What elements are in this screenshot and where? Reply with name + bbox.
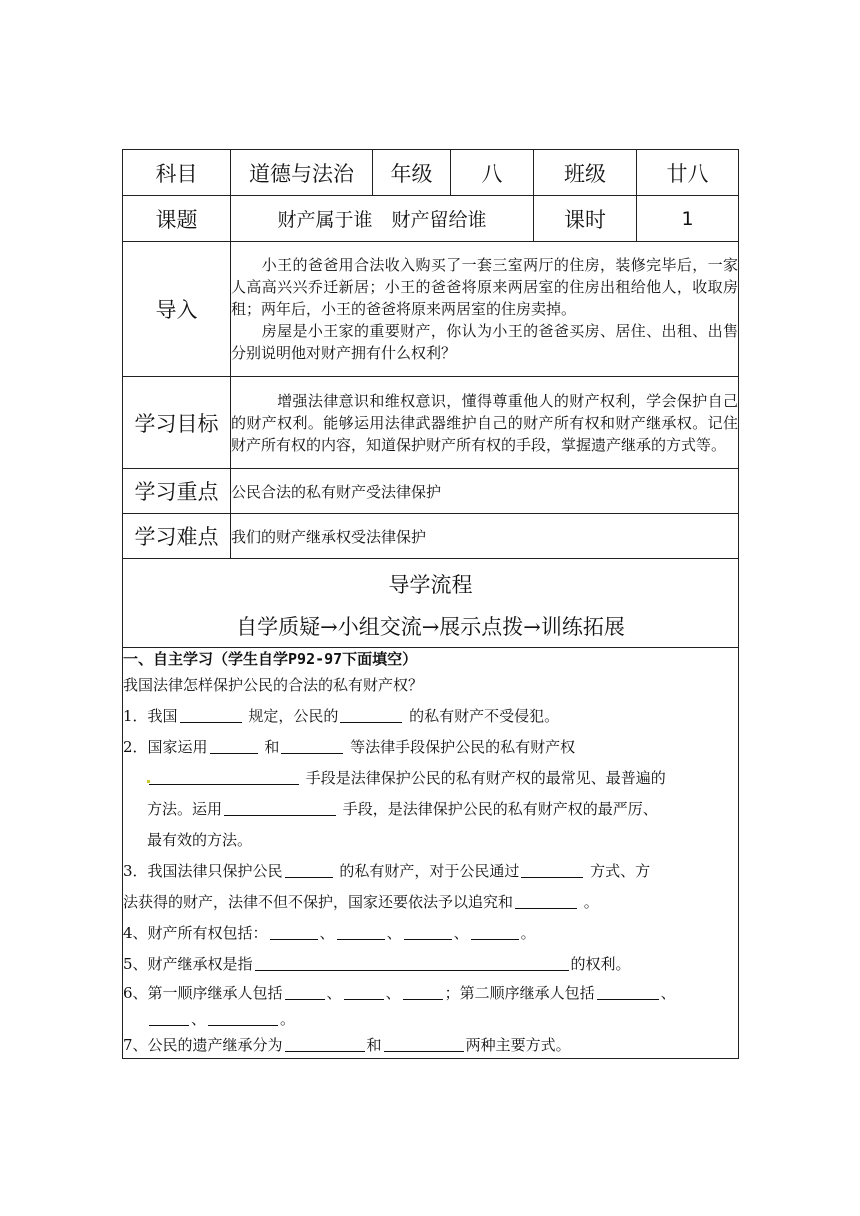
- blank[interactable]: [471, 923, 519, 940]
- study-question: 我国法律怎样保护公民的合法的私有财产权？: [123, 676, 424, 694]
- flow-title: 导学流程: [388, 573, 473, 597]
- row-header: [123, 150, 739, 196]
- blank[interactable]: [404, 923, 452, 940]
- blank[interactable]: [515, 892, 577, 909]
- flow-cell: [123, 559, 739, 648]
- grade-label: 年级: [373, 150, 451, 196]
- intro-content: [231, 242, 739, 377]
- question-6-line-2: 、 。: [123, 1006, 738, 1032]
- row-topic: [123, 196, 739, 242]
- question-2-line-2: 手段是法律保护公民的私有财产权的最常见、最普遍的: [123, 763, 738, 794]
- lesson-plan-sheet: [122, 149, 738, 1059]
- difficulty-label: 学习难点: [123, 514, 231, 559]
- focus-text: 公民合法的私有财产受法律保护: [231, 469, 739, 514]
- intro-paragraph-1: 小王的爸爸用合法收入购买了一套三室两厅的住房，装修完毕后，一家人高高兴兴乔迁新居；小王的爸爸将原来两居室的住房出租给他人，收取房租；两年后，小王的爸爸将原来两居室的住房卖掉。: [231, 256, 738, 318]
- blank[interactable]: [521, 861, 583, 878]
- blank[interactable]: [255, 954, 569, 971]
- blank[interactable]: [270, 923, 318, 940]
- question-4: 4、财产所有权包括： 、 、 、 。: [123, 924, 536, 942]
- blank[interactable]: [337, 923, 385, 940]
- grade-value: 八: [451, 150, 534, 196]
- topic-value: 财产属于谁 财产留给谁: [231, 196, 534, 242]
- question-2-line-3: 方法。运用 手段，是法律保护公民的私有财产权的最严厉、: [147, 800, 658, 818]
- row-study: [123, 648, 739, 1059]
- blank[interactable]: [344, 983, 384, 1000]
- blank[interactable]: [384, 1035, 464, 1052]
- goals-label: 学习目标: [123, 377, 231, 469]
- lesson-plan-table: [122, 149, 739, 1059]
- blank[interactable]: [285, 983, 325, 1000]
- question-6: 6、第一顺序继承人包括 、 、 ；第二顺序继承人包括 、: [123, 984, 676, 1002]
- blank[interactable]: [210, 737, 258, 754]
- row-flow: [123, 559, 739, 648]
- topic-label: 课题: [123, 196, 231, 242]
- question-2: 2．国家运用 和 等法律手段保护公民的私有财产权: [123, 738, 576, 756]
- question-1: 1．我国 规定，公民的 的私有财产不受侵犯。: [123, 707, 560, 725]
- blank[interactable]: [208, 1009, 278, 1026]
- period-value: 1: [637, 196, 739, 242]
- intro-paragraph-2: 房屋是小王家的重要财产，你认为小王的爸爸买房、居住、出租、出售分别说明他对财产拥有什么权利？: [231, 322, 738, 362]
- focus-label: 学习重点: [123, 469, 231, 514]
- blank[interactable]: [149, 1009, 189, 1026]
- row-intro: [123, 242, 739, 377]
- question-3: 3．我国法律只保护公民 的私有财产，对于公民通过 方式、方: [123, 862, 651, 880]
- flow-steps: 自学质疑→小组交流→展示点拨→训练拓展: [236, 615, 625, 639]
- question-5: 5、财产继承权是指 的权利。: [123, 955, 631, 973]
- subject-value: 道德与法治: [231, 150, 373, 196]
- subject-label: 科目: [123, 150, 231, 196]
- class-value: 廿八: [637, 150, 739, 196]
- blank[interactable]: [285, 1035, 365, 1052]
- blank[interactable]: [149, 768, 299, 785]
- period-label: 课时: [534, 196, 637, 242]
- row-difficulty: [123, 514, 739, 559]
- question-2-line-4: 最有效的方法。: [147, 831, 253, 849]
- goals-text: 增强法律意识和维权意识，懂得尊重他人的财产权利，学会保护自己的财产权利。能够运用法律武器维护自己的财产所有权和财产继承权。记住财产所有权的内容，知道保护财产所有权的手段，掌握遗产继承的方式等。: [231, 377, 739, 469]
- class-label: 班级: [534, 150, 637, 196]
- blank[interactable]: [180, 706, 242, 723]
- blank[interactable]: [224, 799, 336, 816]
- question-3-line-2: 法获得的财产，法律不但不保护，国家还要依法予以追究和 。: [123, 893, 599, 911]
- row-focus: [123, 469, 739, 514]
- blank[interactable]: [285, 861, 333, 878]
- study-heading: 一、自主学习（学生自学P92-97下面填空）: [123, 650, 418, 668]
- intro-label: 导入: [123, 242, 231, 377]
- blank[interactable]: [340, 706, 402, 723]
- study-cell: [123, 648, 739, 1059]
- question-7: 7、公民的遗产继承分为 和 两种主要方式。: [123, 1036, 571, 1054]
- difficulty-text: 我们的财产继承权受法律保护: [231, 514, 739, 559]
- blank[interactable]: [281, 737, 343, 754]
- row-goals: [123, 377, 739, 469]
- blank[interactable]: [597, 983, 659, 1000]
- blank[interactable]: [403, 983, 443, 1000]
